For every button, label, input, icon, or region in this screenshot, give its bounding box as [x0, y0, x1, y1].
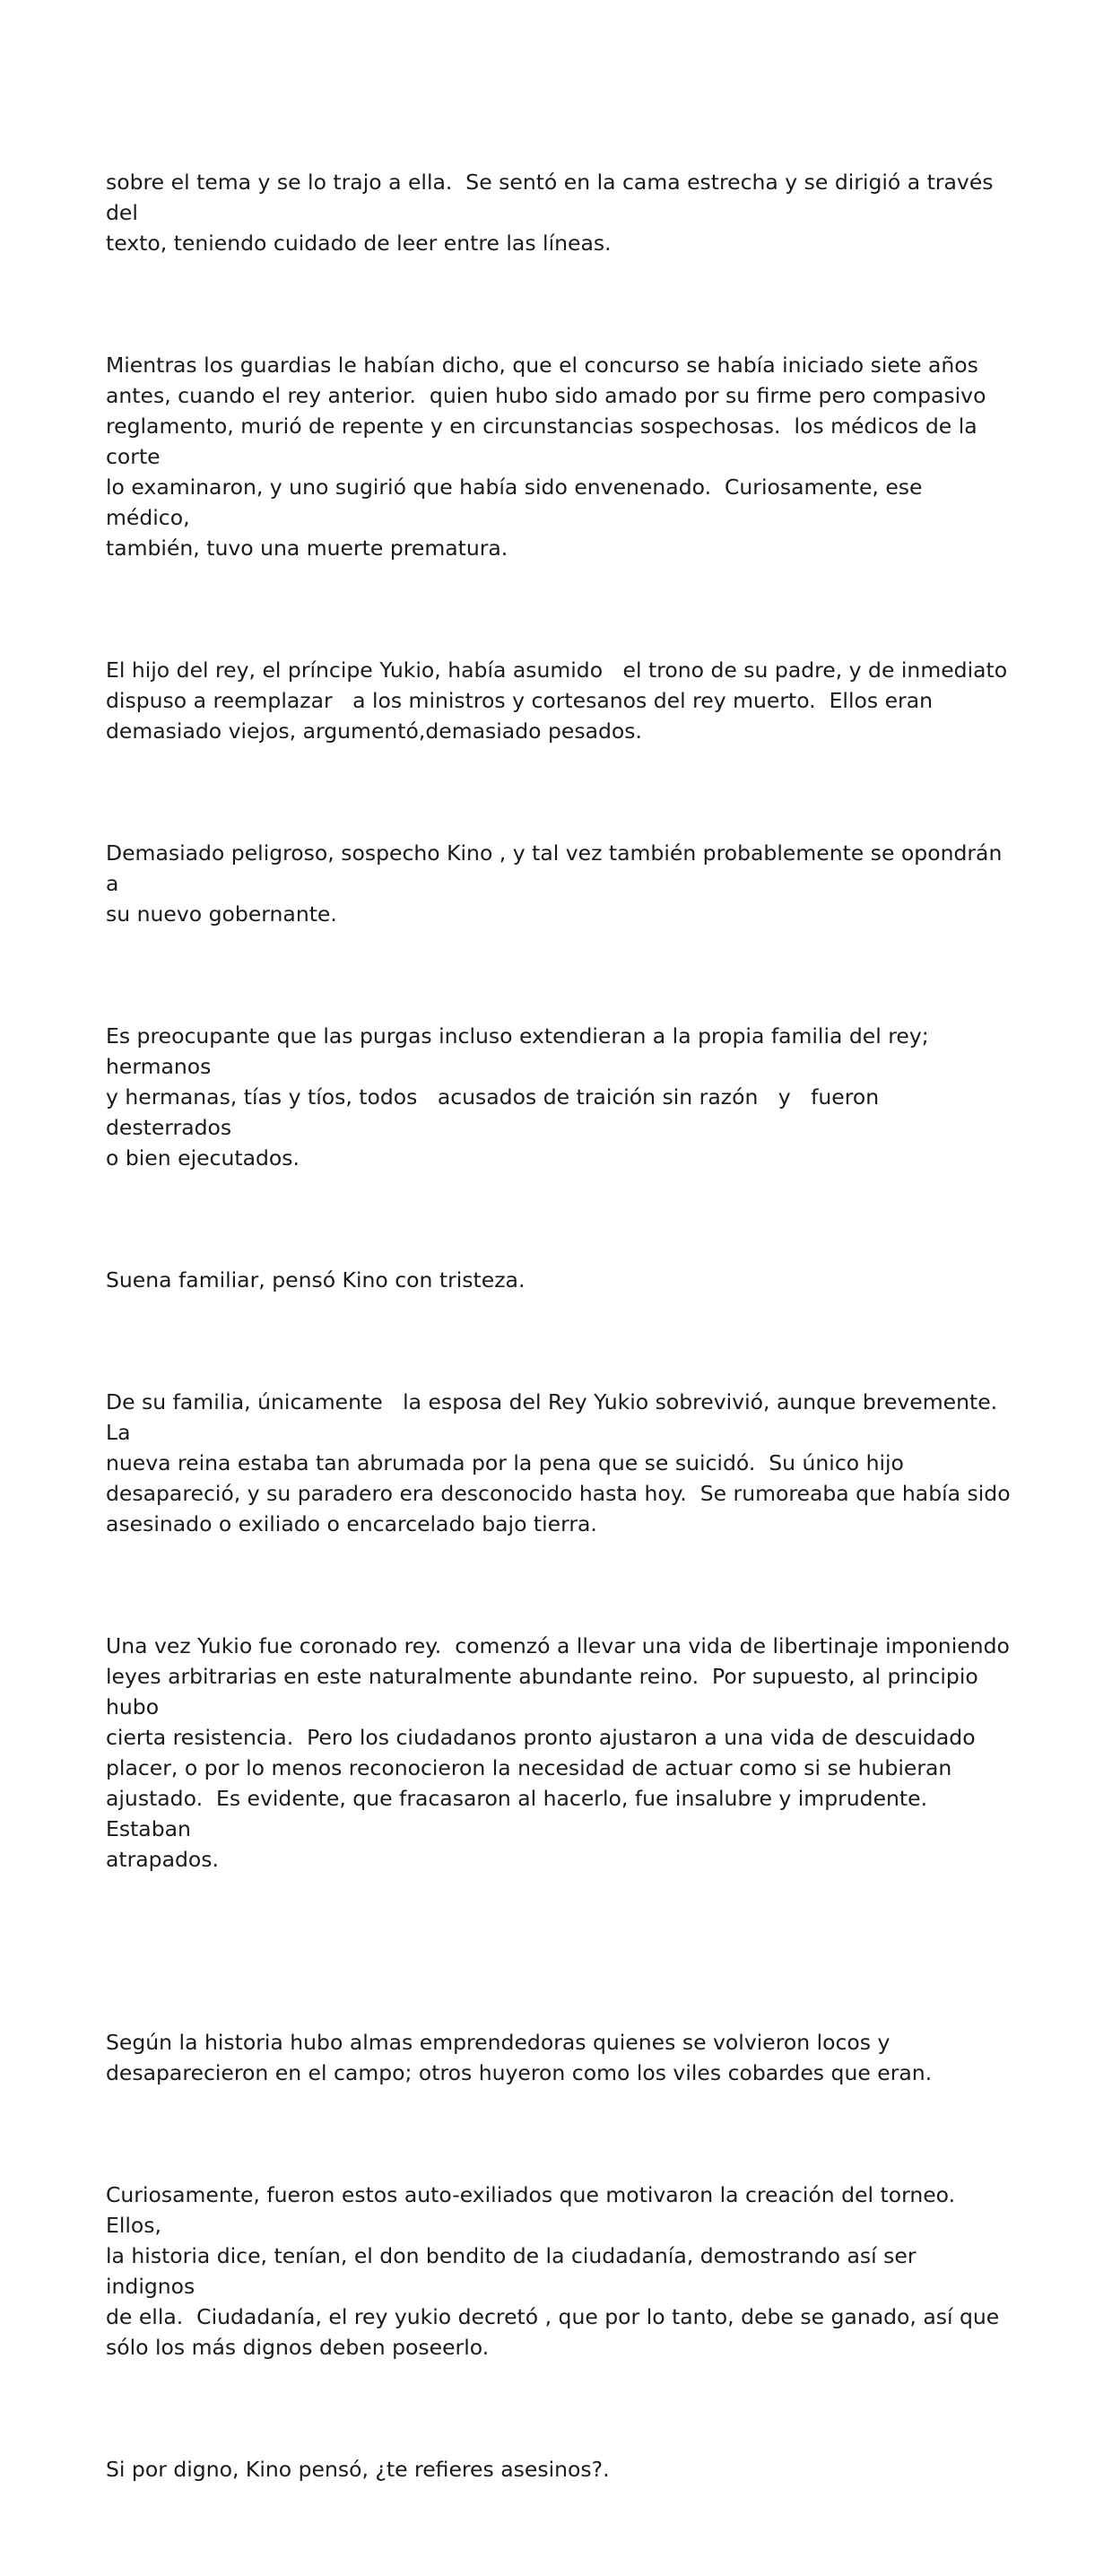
paragraph: Mientras los guardias le habían dicho, que el concurso se había iniciado siete años antes, cuando el rey anterior. quien hubo sido amado por su firme pero compasivo reglamento, murió de repente y en circunstancias sospechosas. los médicos de la corte lo examinaron, y uno sugirió que había sido envenenado. Curiosamente, ese médico, también, tuvo una muerte prematura. — [106, 352, 986, 561]
paragraph: Suena familiar, pensó Kino con tristeza. — [106, 1267, 526, 1292]
paragraph: Si por digno, Kino pensó, ¿te refieres asesinos?. — [106, 2457, 610, 2482]
paragraph: El hijo del rey, el príncipe Yukio, había asumido el trono de su padre, y de inmediato dispuso a reemplazar a los ministros y cortesanos del rey muerto. Ellos eran demasiado viejos, argumentó,demasiado pesados. — [106, 657, 1008, 744]
paragraph: Demasiado peligroso, sospecho Kino , y tal vez también probablemente se opondrán a su nuevo gobernante. — [106, 840, 1003, 927]
paragraph: Una vez Yukio fue coronado rey. comenzó a llevar una vida de libertinaje imponiendo leyes arbitrarias en este naturalmente abundante reino. Por supuesto, al principio hubo cierta resistencia. Pero los ciudadanos pronto ajustaron a una vida de descuidado placer, o por lo menos reconocieron la necesidad de actuar como si se hubieran ajustado. Es evidente, que fracasaron al hacerlo, fue insalubre y imprudente. Estaban atrapados. — [106, 1633, 1010, 1872]
paragraph: Según la historia hubo almas emprendedoras quienes se volvieron locos y desaparecieron en el campo; otros huyeron como los viles cobardes que eran. — [106, 2030, 933, 2085]
paragraph: Curiosamente, fueron estos auto-exiliados que motivaron la creación del torneo. Ellos, la historia dice, tenían, el don bendito de la ciudadanía, demostrando así ser indignos de ella. Ciudadanía, el rey yukio decretó , que por lo tanto, debe se ganado, así que sólo los más dignos deben poseerlo. — [106, 2182, 1000, 2360]
body-text — [106, 106, 1012, 2576]
paragraph: Es preocupante que las purgas incluso extendieran a la propia familia del rey; hermanos y hermanas, tías y tíos, todos acusados de traición sin razón y fueron desterrados o bien ejecutados. — [106, 1023, 929, 1171]
paragraph: sobre el tema y se lo trajo a ella. Se sentó en la cama estrecha y se dirigió a través del texto, teniendo cuidado de leer entre las líneas. — [106, 170, 994, 256]
paragraph: De su familia, únicamente la esposa del Rey Yukio sobrevivió, aunque brevemente. La nueva reina estaba tan abrumada por la pena que se suicidó. Su único hijo desapareció, y su paradero era desconocido hasta hoy. Se rumoreaba que había sido asesinado o exiliado o encarcelado bajo tierra. — [106, 1389, 1011, 1536]
